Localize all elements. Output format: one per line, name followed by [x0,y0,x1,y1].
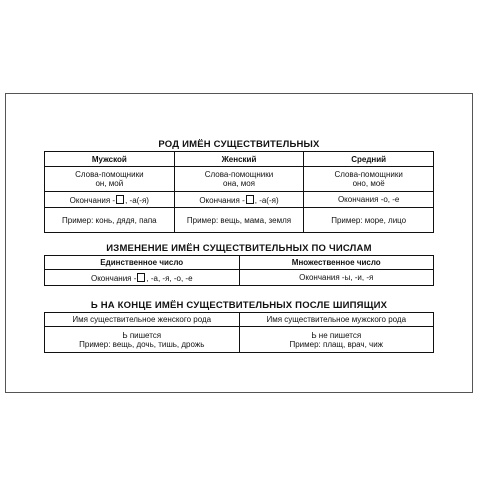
endings-cell-plural [239,270,434,286]
endings-cell-neuter [304,192,434,208]
number-table [44,255,434,286]
endings-value: -о, -е [380,195,400,204]
header-neuter: Средний [304,152,434,167]
header-plural: Множественное число [239,256,434,270]
endings-label: Окончания [299,273,340,282]
helpers-cell-neuter [304,167,434,192]
endings-cell-feminine: Окончания - , -а(-я) [174,192,304,208]
header-feminine: Женский [174,152,304,167]
example-cell-neuter [304,208,434,233]
gender-title: РОД ИМЁН СУЩЕСТВИТЕЛЬНЫХ [158,139,320,150]
helpers-value: она, моя [222,179,255,188]
example-label: Пример: [79,339,111,349]
helpers-value: оно, моё [352,179,385,188]
helpers-label: Слова-помощники [204,170,274,179]
example-value: конь, дядя, папа [95,215,157,225]
soft-sign-title: Ь НА КОНЦЕ ИМЁН СУЩЕСТВИТЕЛЬНЫХ ПОСЛЕ ШИПЯЩИХ [90,300,388,311]
empty-ending-box-icon [246,195,254,204]
example-label: Пример: [186,215,219,225]
number-section [44,242,434,286]
example-line [47,340,237,349]
header-masculine: Мужской [45,152,175,167]
example-label: Пример: [62,215,94,225]
number-title: ИЗМЕНЕНИЕ ИМЁН СУЩЕСТВИТЕЛЬНЫХ ПО ЧИСЛАМ [106,243,372,254]
gender-section [44,138,434,233]
table-row [45,208,434,233]
rule-text: Ь не пишется [311,330,362,340]
table-row [45,192,434,208]
empty-ending-box-icon [137,273,145,282]
helpers-label: Слова-помощники [334,170,403,179]
endings-label: Окончания [90,273,132,283]
example-value: море, лицо [364,215,407,225]
endings-value: -а, -я, -о, -е [150,273,193,283]
example-cell-feminine [174,208,304,233]
endings-cell-singular: Окончания - , -а, -я, -о, -е [45,270,240,286]
example-line [242,340,432,349]
example-value: плащ, врач, чиж [322,339,384,349]
endings-label: Окончания [337,195,379,204]
header-masculine-noun: Имя существительное мужского рода [239,313,434,327]
table-row [45,327,434,353]
example-cell-masculine [45,208,175,233]
example-value: вещь, дочь, тишь, дрожь [112,339,205,349]
endings-cell-masculine: Окончания - , -а(-я) [45,192,175,208]
soft-sign-table [44,312,434,353]
gender-table [44,151,434,233]
table-row [45,167,434,192]
table-row [45,152,434,167]
table-row [45,270,434,286]
rule-text: Ь пишется [122,330,162,340]
table-row [45,313,434,327]
rule-cell-masculine [239,327,434,353]
endings-value: -а(-я) [259,195,279,205]
table-row [45,256,434,270]
endings-label: Окончания [69,195,111,205]
reference-card [5,93,473,393]
soft-sign-section [44,299,434,353]
endings-value: -ы, -и, -я [341,273,374,282]
endings-label: Окончания [199,195,240,205]
header-singular: Единственное число [45,256,240,270]
example-value: вещь, мама, земля [220,215,292,225]
header-feminine-noun: Имя существительное женского рода [45,313,240,327]
helpers-cell-masculine [45,167,175,192]
helpers-label: Слова-помощники [75,170,144,179]
rule-cell-feminine [45,327,240,353]
example-label: Пример: [331,215,363,225]
endings-value: -а(-я) [129,195,149,205]
helpers-value: он, мой [95,179,124,188]
helpers-cell-feminine [174,167,304,192]
example-label: Пример: [289,339,321,349]
empty-ending-box-icon [116,195,124,204]
